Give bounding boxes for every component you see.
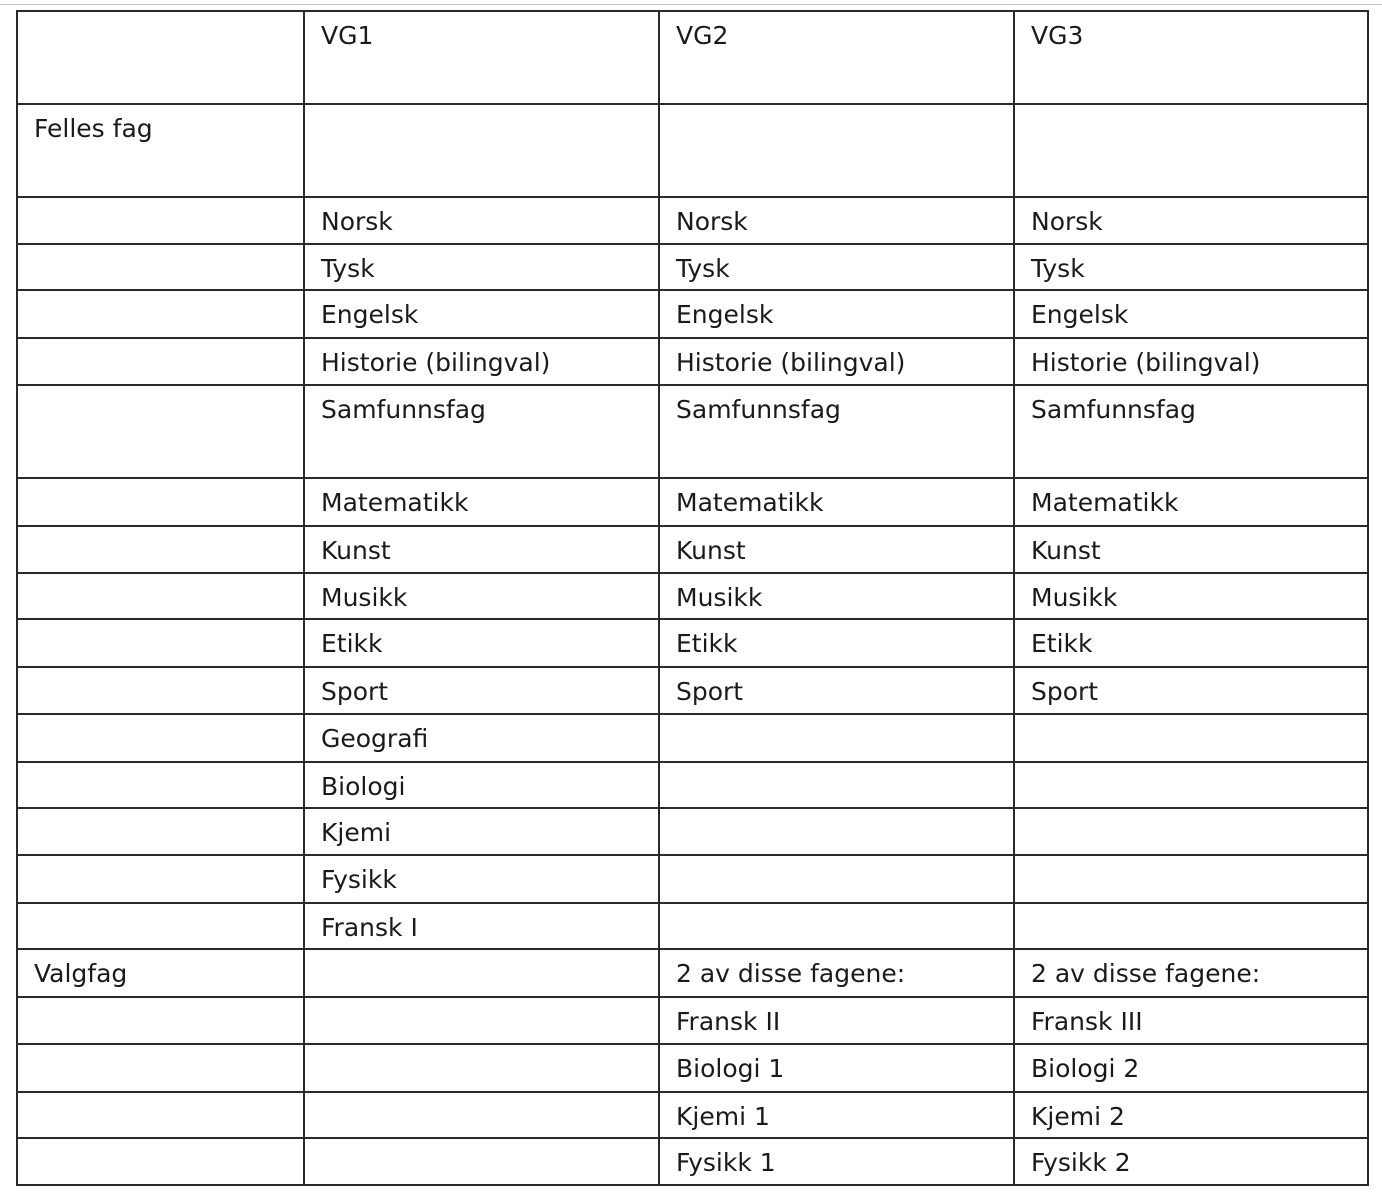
header-cell-vg2: VG2 — [659, 11, 1014, 104]
table-cell — [17, 714, 304, 762]
table-row — [17, 478, 1368, 526]
table-cell: Fransk II — [659, 997, 1014, 1044]
table-cell — [17, 619, 304, 667]
header-cell-corner — [17, 11, 304, 104]
table-row — [17, 1092, 1368, 1138]
table-cell: Sport — [304, 667, 659, 714]
table-cell — [304, 104, 659, 197]
table-row — [17, 104, 1368, 197]
section-label-felles-fag: Felles fag — [17, 104, 304, 197]
table-cell: Geografi — [304, 714, 659, 762]
table-cell: Engelsk — [1014, 290, 1368, 338]
table-cell: 2 av disse fagene: — [1014, 949, 1368, 997]
table-cell — [659, 762, 1014, 808]
table-header-row — [17, 11, 1368, 104]
table-cell: Historie (bilingval) — [304, 338, 659, 385]
table-cell — [17, 667, 304, 714]
table-cell — [17, 903, 304, 949]
table-cell: Fransk III — [1014, 997, 1368, 1044]
table-cell — [17, 573, 304, 619]
table-cell — [17, 1138, 304, 1185]
table-cell — [659, 855, 1014, 903]
table-cell: Tysk — [1014, 244, 1368, 290]
table-cell: Kjemi — [304, 808, 659, 855]
table-cell: Sport — [659, 667, 1014, 714]
table-cell — [17, 478, 304, 526]
table-row — [17, 526, 1368, 573]
table-cell: Etikk — [659, 619, 1014, 667]
table-cell — [659, 903, 1014, 949]
header-cell-vg3: VG3 — [1014, 11, 1368, 104]
table-cell — [17, 808, 304, 855]
table-cell — [17, 338, 304, 385]
table-cell: Engelsk — [659, 290, 1014, 338]
table-row — [17, 244, 1368, 290]
table-cell: 2 av disse fagene: — [659, 949, 1014, 997]
table-cell: Fransk I — [304, 903, 659, 949]
table-cell — [1014, 104, 1368, 197]
table-cell — [304, 1092, 659, 1138]
table-row — [17, 714, 1368, 762]
section-label-valgfag: Valgfag — [17, 949, 304, 997]
table-cell: Kunst — [1014, 526, 1368, 573]
table-cell — [1014, 762, 1368, 808]
table-cell: Sport — [1014, 667, 1368, 714]
table-cell: Norsk — [659, 197, 1014, 244]
table-cell — [1014, 808, 1368, 855]
table-row — [17, 338, 1368, 385]
table-cell — [17, 1092, 304, 1138]
table-cell: Tysk — [304, 244, 659, 290]
table-row — [17, 762, 1368, 808]
table-cell — [17, 762, 304, 808]
table-row — [17, 949, 1368, 997]
table-cell: Musikk — [659, 573, 1014, 619]
table-cell: Kunst — [659, 526, 1014, 573]
table-cell — [17, 197, 304, 244]
table-cell: Musikk — [304, 573, 659, 619]
table-cell — [304, 997, 659, 1044]
table-cell: Matematikk — [304, 478, 659, 526]
table-cell — [659, 714, 1014, 762]
table-row — [17, 1138, 1368, 1185]
table-cell: Etikk — [304, 619, 659, 667]
table-cell — [17, 244, 304, 290]
table-cell — [17, 855, 304, 903]
table-cell: Samfunnsfag — [304, 385, 659, 478]
table-cell: Biologi 1 — [659, 1044, 1014, 1092]
table-row — [17, 903, 1368, 949]
table-cell: Etikk — [1014, 619, 1368, 667]
table-cell: Engelsk — [304, 290, 659, 338]
table-cell — [17, 1044, 304, 1092]
table-cell — [1014, 855, 1368, 903]
table-cell: Tysk — [659, 244, 1014, 290]
table-cell: Matematikk — [659, 478, 1014, 526]
table-cell: Fysikk 2 — [1014, 1138, 1368, 1185]
table-cell — [304, 949, 659, 997]
table-cell: Samfunnsfag — [659, 385, 1014, 478]
table-row — [17, 619, 1368, 667]
table-cell: Fysikk — [304, 855, 659, 903]
table-cell — [17, 997, 304, 1044]
table-cell: Kjemi 2 — [1014, 1092, 1368, 1138]
table-cell: Kjemi 1 — [659, 1092, 1014, 1138]
table-cell: Samfunnsfag — [1014, 385, 1368, 478]
table-row — [17, 808, 1368, 855]
table-row — [17, 855, 1368, 903]
table-cell: Biologi 2 — [1014, 1044, 1368, 1092]
table-cell — [659, 104, 1014, 197]
table-cell — [1014, 714, 1368, 762]
table-cell — [1014, 903, 1368, 949]
table-row — [17, 290, 1368, 338]
table-cell — [659, 808, 1014, 855]
table-cell — [17, 526, 304, 573]
table-cell: Historie (bilingval) — [1014, 338, 1368, 385]
table-cell — [304, 1044, 659, 1092]
table-cell: Historie (bilingval) — [659, 338, 1014, 385]
table-row — [17, 197, 1368, 244]
table-cell: Norsk — [304, 197, 659, 244]
table-row — [17, 667, 1368, 714]
table-cell — [17, 385, 304, 478]
table-row — [17, 1044, 1368, 1092]
table-cell — [17, 290, 304, 338]
page-top-border — [0, 4, 1382, 5]
table-cell: Biologi — [304, 762, 659, 808]
table-cell: Norsk — [1014, 197, 1368, 244]
subjects-table — [16, 10, 1369, 1186]
table-row — [17, 385, 1368, 478]
table-cell: Kunst — [304, 526, 659, 573]
table-cell: Fysikk 1 — [659, 1138, 1014, 1185]
table-row — [17, 573, 1368, 619]
header-cell-vg1: VG1 — [304, 11, 659, 104]
table-row — [17, 997, 1368, 1044]
table-cell: Musikk — [1014, 573, 1368, 619]
table-cell — [304, 1138, 659, 1185]
table-cell: Matematikk — [1014, 478, 1368, 526]
